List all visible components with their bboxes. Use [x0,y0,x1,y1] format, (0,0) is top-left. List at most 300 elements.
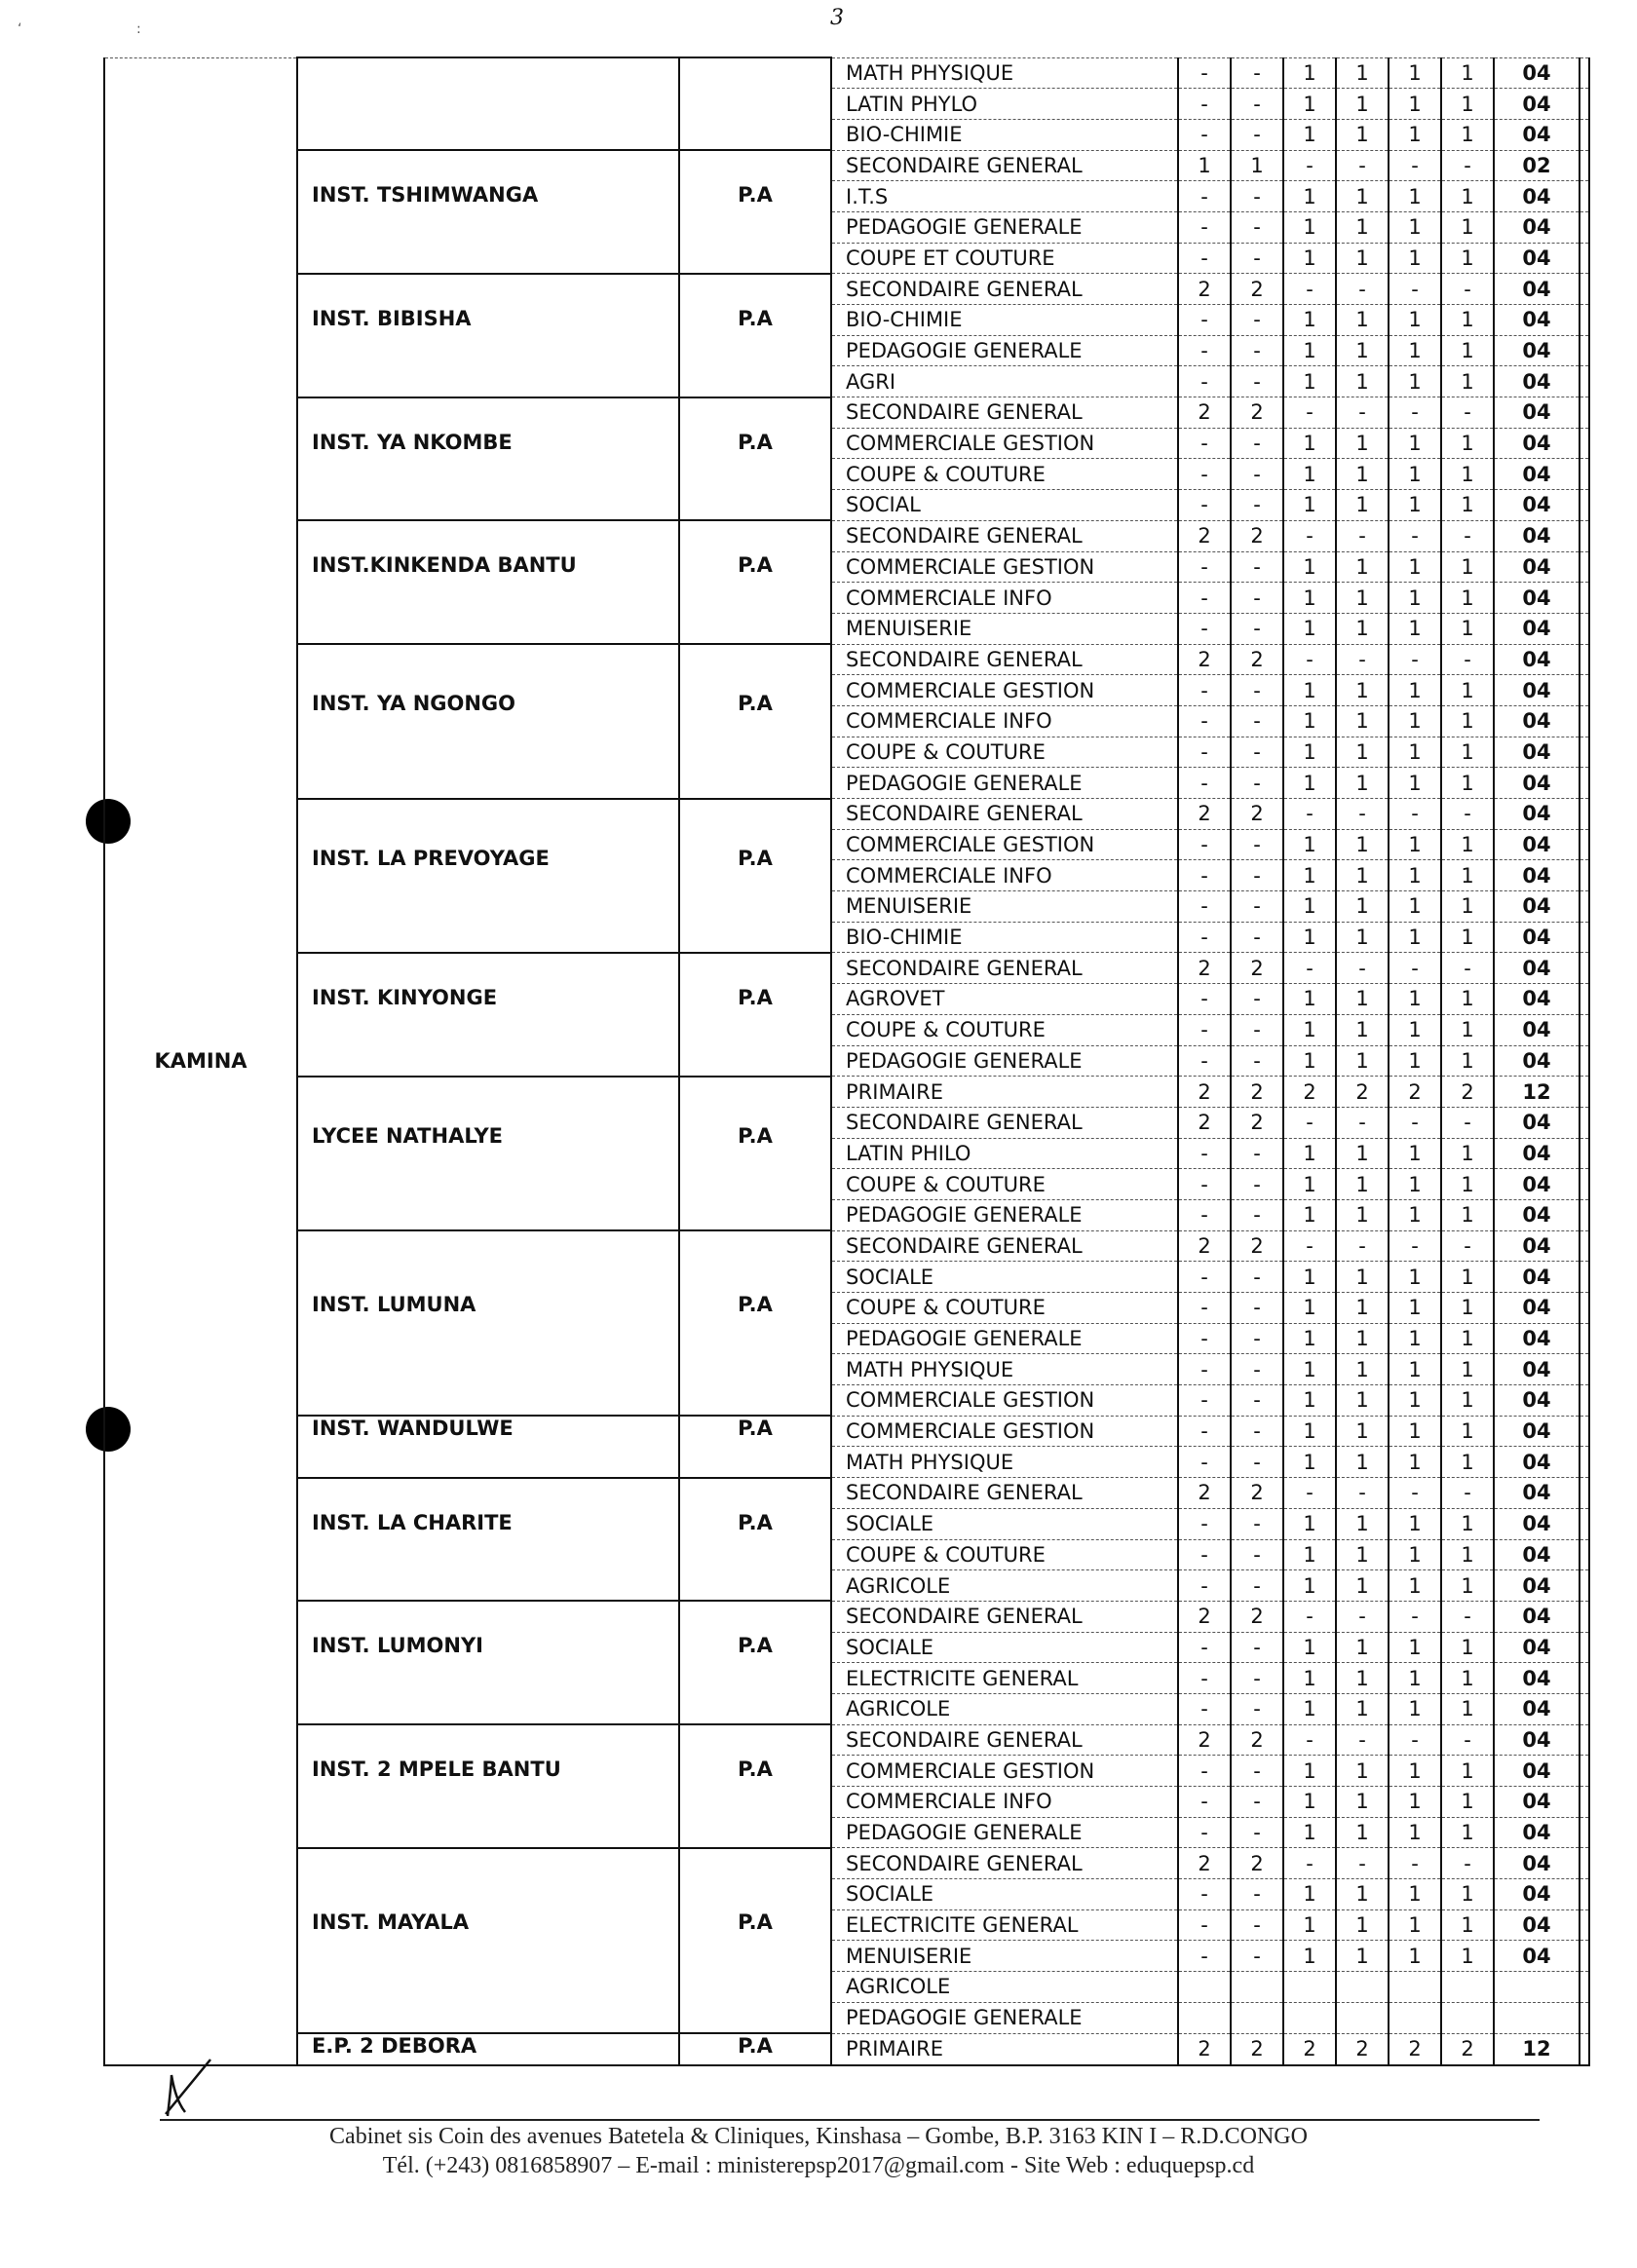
class-count-cell: - [1178,768,1231,799]
section-name: ELECTRICITE GENERAL [831,1663,1178,1694]
total-cell: 04 [1494,768,1580,799]
class-count-cell: - [1336,1724,1389,1756]
row-edge [1580,1230,1589,1262]
class-count-cell: - [1178,737,1231,768]
class-count-cell: 1 [1336,1787,1389,1818]
class-count-cell: 1 [1283,705,1336,737]
class-count-cell: 1 [1441,984,1494,1015]
class-count-cell: 1 [1389,1632,1441,1663]
row-edge [1580,366,1589,397]
total-cell: 04 [1494,737,1580,768]
section-name: PRIMAIRE [831,1077,1178,1108]
table-row [104,150,1589,181]
school-type [679,953,831,1077]
section-name: COMMERCIALE INFO [831,705,1178,737]
section-name: PEDAGOGIE GENERALE [831,1199,1178,1230]
class-count-cell: 2 [1231,1077,1283,1108]
school-name [297,2033,679,2065]
section-name: SECONDAIRE GENERAL [831,1107,1178,1138]
total-cell: 04 [1494,675,1580,706]
school-type [679,397,831,521]
section-name: PRIMAIRE [831,2033,1178,2065]
row-edge [1580,1138,1589,1169]
class-count-cell: 1 [1336,1045,1389,1077]
section-name: MATH PHYSIQUE [831,1354,1178,1385]
class-count-cell: - [1178,1663,1231,1694]
school-type-text: P.A [738,1510,773,1534]
class-count-cell: 1 [1283,366,1336,397]
class-count-cell: - [1231,1262,1283,1293]
class-count-cell [1283,1972,1336,2003]
row-edge [1580,2033,1589,2065]
class-count-cell: - [1231,1817,1283,1848]
class-count-cell: 1 [1336,1385,1389,1417]
class-count-cell: 1 [1441,768,1494,799]
class-count-cell: 1 [1336,613,1389,644]
class-count-cell: 2 [1389,1077,1441,1108]
row-edge [1580,768,1589,799]
class-count-cell: 1 [1389,1416,1441,1447]
total-cell: 04 [1494,1941,1580,1972]
class-count-cell: - [1231,211,1283,243]
total-cell: 04 [1494,1323,1580,1354]
row-edge [1580,1570,1589,1602]
class-count-cell: 1 [1389,1879,1441,1910]
class-count-cell: - [1231,768,1283,799]
class-count-cell: 2 [1178,1230,1231,1262]
school-name [297,1416,679,1477]
class-count-cell: 1 [1389,1045,1441,1077]
total-cell: 04 [1494,1293,1580,1324]
district-name: KAMINA [104,57,297,2065]
class-count-cell: - [1283,150,1336,181]
class-count-cell: - [1231,181,1283,212]
class-count-cell: 1 [1441,1169,1494,1200]
class-count-cell: 1 [1283,1323,1336,1354]
class-count-cell [1441,2002,1494,2033]
class-count-cell: - [1178,860,1231,891]
class-count-cell: - [1178,211,1231,243]
class-count-cell: 1 [1336,119,1389,150]
school-name [297,1724,679,1848]
row-edge [1580,1848,1589,1879]
class-count-cell: 1 [1441,305,1494,336]
total-cell: 04 [1494,1508,1580,1539]
class-count-cell: - [1336,799,1389,830]
class-count-cell: 1 [1283,891,1336,923]
table-row [104,1848,1589,1879]
class-count-cell: 1 [1283,89,1336,120]
class-count-cell: - [1389,1107,1441,1138]
school-name-text: LYCEE NATHALYE [312,1123,503,1148]
school-name-text: INST. LA CHARITE [312,1510,513,1534]
class-count-cell: 2 [1231,1601,1283,1632]
section-name: MATH PHYSIQUE [831,1447,1178,1478]
class-count-cell: - [1178,181,1231,212]
row-edge [1580,305,1589,336]
class-count-cell: 1 [1336,984,1389,1015]
total-cell: 04 [1494,1756,1580,1787]
section-name: PEDAGOGIE GENERALE [831,1817,1178,1848]
class-count-cell [1336,2002,1389,2033]
margin-mark: ‘ [18,21,22,37]
school-type-text: P.A [738,430,773,454]
total-cell: 04 [1494,1663,1580,1694]
total-cell: 04 [1494,1787,1580,1818]
class-count-cell: 1 [1441,243,1494,274]
class-count-cell: 1 [1336,1199,1389,1230]
class-count-cell: 1 [1283,1138,1336,1169]
section-name: COMMERCIALE GESTION [831,551,1178,583]
class-count-cell: - [1178,551,1231,583]
class-count-cell [1178,1972,1231,2003]
class-count-cell: - [1336,1848,1389,1879]
row-edge [1580,150,1589,181]
class-count-cell: 2 [1231,799,1283,830]
school-name-text: INST. YA NKOMBE [312,430,513,454]
section-name: COUPE & COUTURE [831,1014,1178,1045]
school-type [679,150,831,274]
row-edge [1580,1601,1589,1632]
class-count-cell: 1 [1336,891,1389,923]
school-name [297,397,679,521]
class-count-cell: 1 [1441,613,1494,644]
row-edge [1580,891,1589,923]
row-edge [1580,1787,1589,1818]
school-name [297,953,679,1077]
row-edge [1580,335,1589,366]
total-cell: 04 [1494,1724,1580,1756]
class-count-cell: - [1336,644,1389,675]
total-cell: 02 [1494,150,1580,181]
total-cell: 12 [1494,2033,1580,2065]
row-edge [1580,1293,1589,1324]
total-cell: 04 [1494,1107,1580,1138]
school-name-text: INST. BIBISHA [312,306,472,330]
class-count-cell: - [1389,1724,1441,1756]
class-count-cell: - [1178,1138,1231,1169]
class-count-cell: - [1231,551,1283,583]
class-count-cell: 1 [1441,1663,1494,1694]
class-count-cell: - [1283,1601,1336,1632]
signature-mark [156,2054,234,2122]
section-name: BIO-CHIMIE [831,119,1178,150]
class-count-cell: 1 [1441,675,1494,706]
class-count-cell: - [1178,89,1231,120]
school-name-text: INST. LA PREVOYAGE [312,846,550,870]
total-cell: 04 [1494,1138,1580,1169]
class-count-cell: - [1231,89,1283,120]
class-count-cell: 2 [1178,274,1231,305]
class-count-cell: - [1178,1909,1231,1941]
total-cell: 04 [1494,305,1580,336]
class-count-cell: 1 [1389,305,1441,336]
total-cell: 04 [1494,1601,1580,1632]
total-cell: 04 [1494,1693,1580,1724]
class-count-cell: - [1441,1478,1494,1509]
class-count-cell: 1 [1283,1570,1336,1602]
class-count-cell: - [1336,150,1389,181]
class-count-cell: - [1231,490,1283,521]
class-count-cell: 1 [1336,860,1389,891]
row-edge [1580,1817,1589,1848]
class-count-cell: 1 [1441,57,1494,89]
class-count-cell: - [1178,428,1231,459]
total-cell: 04 [1494,984,1580,1015]
row-edge [1580,1077,1589,1108]
row-edge [1580,57,1589,89]
school-name [297,150,679,274]
class-count-cell: - [1336,397,1389,429]
class-count-cell: 1 [1441,1787,1494,1818]
section-name: COUPE & COUTURE [831,459,1178,490]
class-count-cell: - [1389,274,1441,305]
class-count-cell: 1 [1389,1909,1441,1941]
row-edge [1580,1756,1589,1787]
class-count-cell: 2 [1178,397,1231,429]
class-count-cell: 1 [1336,737,1389,768]
table-row [104,2033,1589,2065]
class-count-cell: - [1231,984,1283,1015]
class-count-cell: - [1231,1879,1283,1910]
school-type-text: P.A [738,985,773,1009]
table-row [104,953,1589,984]
class-count-cell: 2 [1336,2033,1389,2065]
section-name: MATH PHYSIQUE [831,57,1178,89]
school-type-text: P.A [738,1758,773,1782]
class-count-cell: - [1336,274,1389,305]
total-cell: 12 [1494,1077,1580,1108]
table-row [104,1601,1589,1632]
class-count-cell: 1 [1336,551,1389,583]
class-count-cell: 1 [1389,1199,1441,1230]
class-count-cell: - [1178,57,1231,89]
class-count-cell: 1 [1336,428,1389,459]
class-count-cell: 1 [1441,1632,1494,1663]
class-count-cell: 1 [1441,1570,1494,1602]
section-name: COMMERCIALE INFO [831,583,1178,614]
row-edge [1580,1199,1589,1230]
class-count-cell: 1 [1283,737,1336,768]
class-count-cell: - [1178,305,1231,336]
section-name: LATIN PHYLO [831,89,1178,120]
class-count-cell: - [1178,459,1231,490]
total-cell: 04 [1494,119,1580,150]
total-cell: 04 [1494,1539,1580,1570]
class-count-cell: 2 [1178,1724,1231,1756]
row-edge [1580,1693,1589,1724]
row-edge [1580,1972,1589,2003]
class-count-cell: - [1231,922,1283,953]
class-count-cell: 1 [1389,1539,1441,1570]
class-count-cell: 1 [1283,829,1336,860]
class-count-cell: - [1283,1107,1336,1138]
class-count-cell: - [1231,1632,1283,1663]
row-edge [1580,1447,1589,1478]
row-edge [1580,1385,1589,1417]
class-count-cell: 1 [1389,1293,1441,1324]
class-count-cell: 2 [1231,953,1283,984]
school-name [297,799,679,953]
section-name: SOCIALE [831,1879,1178,1910]
class-count-cell: 1 [1441,1508,1494,1539]
class-count-cell [1231,1972,1283,2003]
table-row [104,1230,1589,1262]
total-cell: 04 [1494,613,1580,644]
section-name: MENUISERIE [831,891,1178,923]
class-count-cell: - [1178,583,1231,614]
school-type [679,1601,831,1724]
class-count-cell: - [1178,984,1231,1015]
class-count-cell: - [1178,1508,1231,1539]
class-count-cell: - [1178,366,1231,397]
class-count-cell: - [1178,1941,1231,1972]
class-count-cell: - [1178,613,1231,644]
class-count-cell: - [1231,1447,1283,1478]
class-count-cell: 1 [1441,1879,1494,1910]
class-count-cell: 1 [1441,1199,1494,1230]
school-type [679,1416,831,1477]
row-edge [1580,1045,1589,1077]
class-count-cell: 1 [1283,181,1336,212]
class-count-cell: - [1389,799,1441,830]
class-count-cell: 1 [1336,1262,1389,1293]
total-cell: 04 [1494,1262,1580,1293]
row-edge [1580,1724,1589,1756]
total-cell: 04 [1494,583,1580,614]
row-edge [1580,181,1589,212]
class-count-cell: 1 [1283,1293,1336,1324]
class-count-cell: - [1231,737,1283,768]
row-edge [1580,799,1589,830]
school-name [297,274,679,397]
school-name-text: E.P. 2 DEBORA [312,2034,477,2058]
school-type-text: P.A [738,183,773,208]
class-count-cell: 1 [1336,1632,1389,1663]
section-name: SOCIAL [831,490,1178,521]
row-edge [1580,1632,1589,1663]
table-row [104,1416,1589,1447]
class-count-cell: 1 [1441,891,1494,923]
class-count-cell: - [1283,1848,1336,1879]
total-cell: 04 [1494,211,1580,243]
class-count-cell: - [1231,583,1283,614]
class-count-cell: 1 [1283,1508,1336,1539]
class-count-cell: 2 [1283,2033,1336,2065]
school-name-text: INST.KINKENDA BANTU [312,553,577,578]
class-count-cell: 2 [1178,2033,1231,2065]
class-count-cell: 1 [1336,705,1389,737]
class-count-cell: - [1231,1169,1283,1200]
class-count-cell: - [1231,335,1283,366]
class-count-cell: - [1231,1138,1283,1169]
class-count-cell: - [1441,1724,1494,1756]
row-edge [1580,1354,1589,1385]
row-edge [1580,459,1589,490]
row-edge [1580,520,1589,551]
footer-address: Cabinet sis Coin des avenues Batetela & Cliniques, Kinshasa – Gombe, B.P. 3163 KIN I – R.D.CONGO [329,2124,1308,2149]
total-cell: 04 [1494,1199,1580,1230]
class-count-cell: 1 [1336,1817,1389,1848]
section-name: SOCIALE [831,1508,1178,1539]
class-count-cell: 1 [1283,613,1336,644]
row-edge [1580,243,1589,274]
class-count-cell: - [1441,1230,1494,1262]
class-count-cell: - [1178,1045,1231,1077]
school-name-text: INST. LUMUNA [312,1293,476,1317]
class-count-cell: 1 [1283,335,1336,366]
class-count-cell: - [1178,1787,1231,1818]
class-count-cell: 1 [1389,181,1441,212]
class-count-cell: - [1441,274,1494,305]
class-count-cell: - [1231,1941,1283,1972]
class-count-cell: - [1441,150,1494,181]
class-count-cell: 1 [1336,181,1389,212]
class-count-cell: 1 [1336,1941,1389,1972]
row-edge [1580,1539,1589,1570]
school-type [679,1724,831,1848]
total-cell: 04 [1494,1014,1580,1045]
row-edge [1580,1941,1589,1972]
section-name: AGRICOLE [831,1972,1178,2003]
class-count-cell: - [1231,1385,1283,1417]
class-count-cell: 1 [1389,89,1441,120]
class-count-cell: - [1389,953,1441,984]
row-edge [1580,583,1589,614]
class-count-cell: - [1336,1230,1389,1262]
class-count-cell: 1 [1441,1262,1494,1293]
class-count-cell: 1 [1283,243,1336,274]
class-count-cell [1389,1972,1441,2003]
class-count-cell: - [1231,459,1283,490]
class-count-cell: 1 [1336,1014,1389,1045]
school-type-text: P.A [738,1123,773,1148]
school-name-text: INST. YA NGONGO [312,692,516,716]
class-count-cell: - [1178,1693,1231,1724]
section-name: COMMERCIALE INFO [831,860,1178,891]
class-count-cell: - [1231,366,1283,397]
class-count-cell: 1 [1441,366,1494,397]
total-cell: 04 [1494,1416,1580,1447]
class-count-cell: 2 [1178,1601,1231,1632]
class-count-cell: - [1178,1756,1231,1787]
section-name: SECONDAIRE GENERAL [831,644,1178,675]
school-type [679,274,831,397]
section-name: SOCIALE [831,1262,1178,1293]
section-name: COUPE ET COUTURE [831,243,1178,274]
class-count-cell: - [1389,520,1441,551]
class-count-cell: 1 [1336,305,1389,336]
class-count-cell: 1 [1389,1941,1441,1972]
class-count-cell: 1 [1336,1416,1389,1447]
class-count-cell: 1 [1283,675,1336,706]
class-count-cell: 2 [1231,1230,1283,1262]
class-count-cell: 1 [1336,768,1389,799]
class-count-cell: - [1231,305,1283,336]
school-type [679,1848,831,2033]
class-count-cell: - [1178,705,1231,737]
total-cell: 04 [1494,1817,1580,1848]
section-name: I.T.S [831,181,1178,212]
school-name [297,57,679,150]
class-count-cell: - [1283,274,1336,305]
class-count-cell: 1 [1283,1632,1336,1663]
school-name-text: INST. WANDULWE [312,1417,514,1441]
class-count-cell: 1 [1389,737,1441,768]
table-row [104,1724,1589,1756]
class-count-cell: - [1178,1293,1231,1324]
class-count-cell: 1 [1441,1045,1494,1077]
